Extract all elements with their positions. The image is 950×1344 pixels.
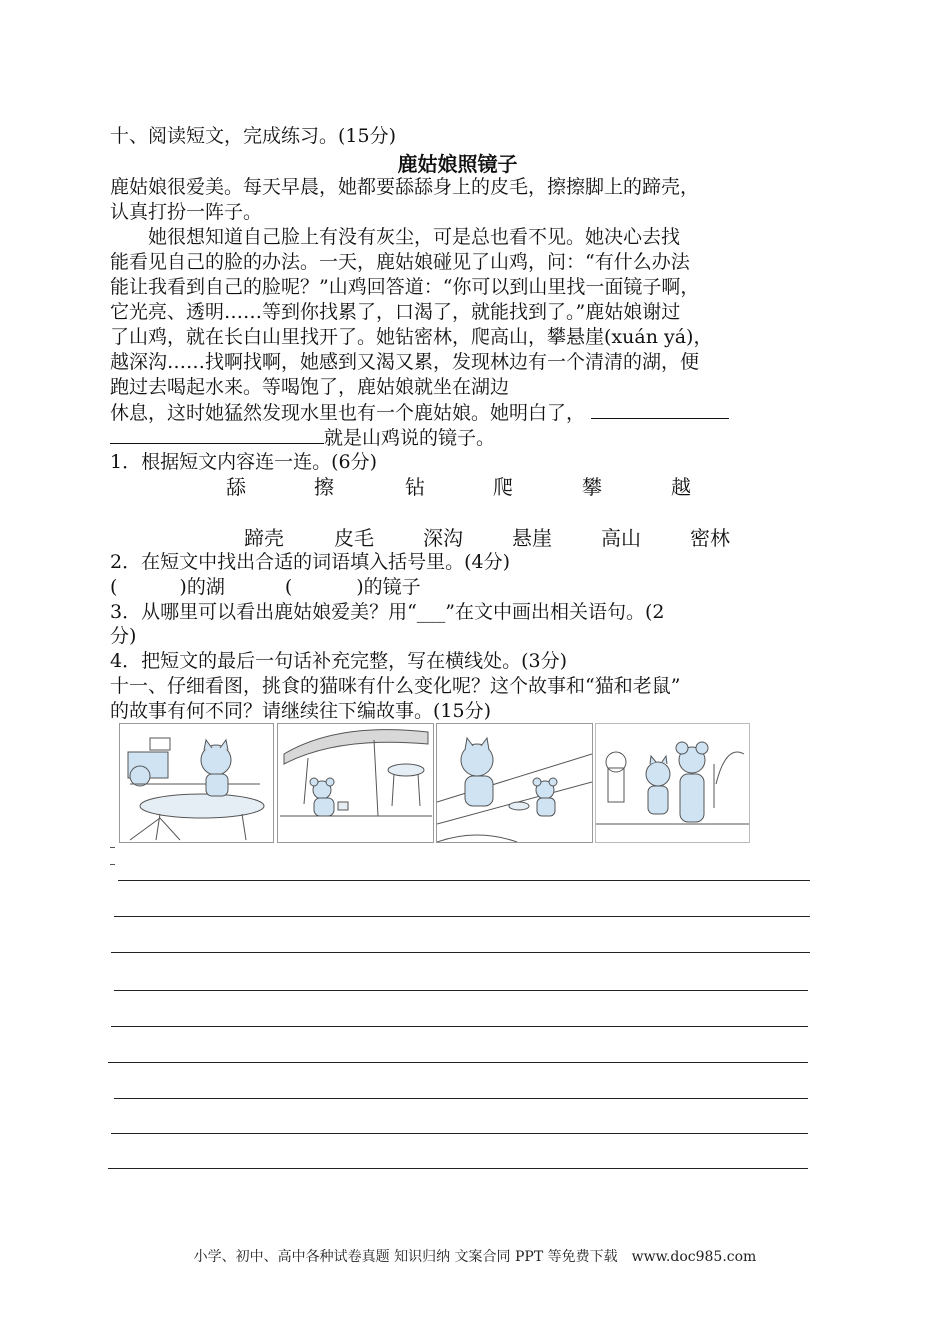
answer-blank-2[interactable]: [110, 425, 324, 444]
section11-line-1: 十一、仔细看图，挑食的猫咪有什么变化呢？这个故事和“猫和老鼠”: [110, 675, 681, 697]
story-line-10-text: 休息，这时她猛然发现水里也有一个鹿姑娘。她明白了，: [110, 402, 586, 424]
cat-at-table-illustration: [119, 723, 274, 843]
q2-prompt: 2．在短文中找出合适的词语填入括号里。(4分): [110, 551, 511, 573]
story-line-7: 了山鸡，就在长白山里找开了。她钻密林，爬高山，攀悬崖(xuán yá)，: [110, 326, 713, 348]
story-line-11-text: 就是山鸡说的镜子。: [324, 427, 496, 449]
writing-line-6[interactable]: [108, 1062, 808, 1063]
writing-line-7[interactable]: [114, 1098, 808, 1099]
story-line-8: 越深沟……找啊找啊，她感到又渴又累，发现林边有一个清清的湖，便: [110, 351, 700, 373]
noun-2[interactable]: 皮毛: [334, 526, 374, 550]
verb-3[interactable]: 钻: [405, 475, 425, 499]
cat-and-mouse-friends-drawing: [596, 724, 749, 842]
verb-1[interactable]: 舔: [226, 475, 246, 499]
q1-prompt: 1．根据短文内容连一连。(6分): [110, 451, 378, 473]
q2-paren-open-1: (: [110, 576, 118, 598]
q2-paren-close-2: )的镜子: [356, 576, 421, 598]
writing-line-3[interactable]: [111, 952, 810, 953]
writing-line-2[interactable]: [114, 916, 810, 917]
story-title: 鹿姑娘照镜子: [397, 152, 518, 176]
story-line-1: 鹿姑娘很爱美。每天早晨，她都要舔舔身上的皮毛，擦擦脚上的蹄壳，: [110, 176, 700, 198]
writing-line-4[interactable]: [114, 990, 808, 991]
noun-6[interactable]: 密林: [690, 526, 730, 550]
mouse-under-table-illustration: [277, 723, 434, 843]
writing-line-5[interactable]: [111, 1026, 808, 1027]
margin-tick-2: [110, 864, 115, 865]
writing-line-1[interactable]: [118, 880, 810, 881]
story-line-9: 跑过去喝起水来。等喝饱了，鹿姑娘就坐在湖边: [110, 376, 510, 398]
footer-note: 小学、初中、高中各种试卷真题 知识归纳 文案合同 PPT 等免费下载 www.doc985.com: [193, 1249, 757, 1265]
cat-and-mouse-drawing: [437, 724, 592, 842]
mouse-under-table-drawing: [278, 724, 433, 842]
story-line-11: [110, 425, 495, 450]
verb-6[interactable]: 越: [671, 475, 691, 499]
q2-blanks: [110, 575, 421, 599]
story-line-2: 认真打扮一阵子。: [110, 201, 263, 223]
q2-paren-close-1: )的湖: [179, 576, 225, 598]
cat-and-mouse-friends-illustration: [595, 723, 750, 843]
verb-4[interactable]: 爬: [493, 475, 513, 499]
section10-heading: 十、阅读短文，完成练习。(15分): [110, 125, 397, 147]
story-line-6: 它光亮、透明……等到你找累了，口渴了，就能找到了。”鹿姑娘谢过: [110, 301, 681, 323]
story-line-10: [110, 400, 729, 425]
cat-and-mouse-illustration: [436, 723, 593, 843]
story-line-3: 她很想知道自己脸上有没有灰尘，可是总也看不见。她决心去找: [110, 226, 681, 248]
verb-5[interactable]: 攀: [582, 475, 602, 499]
q2-paren-open-2: (: [284, 576, 293, 598]
story-line-5: 能让我看到自己的脸呢？”山鸡回答道：“你可以到山里找一面镜子啊，: [110, 276, 700, 298]
story-line-4: 能看见自己的脸的办法。一天，鹿姑娘碰见了山鸡，问：“有什么办法: [110, 251, 690, 273]
noun-1[interactable]: 蹄壳: [244, 526, 284, 550]
noun-4[interactable]: 悬崖: [512, 526, 552, 550]
section11-line-2: 的故事有何不同？请继续往下编故事。(15分): [110, 700, 492, 722]
noun-3[interactable]: 深沟: [423, 526, 463, 550]
margin-tick-1: [110, 847, 115, 848]
cat-at-table-drawing: [120, 724, 273, 842]
q3-prompt-line-1: 3．从哪里可以看出鹿姑娘爱美？用“___”在文中画出相关语句。(2: [110, 601, 665, 623]
answer-blank-1[interactable]: [591, 400, 729, 419]
noun-5[interactable]: 高山: [601, 526, 641, 550]
verb-2[interactable]: 擦: [314, 475, 334, 499]
q4-prompt: 4．把短文的最后一句话补充完整，写在横线处。(3分): [110, 650, 568, 672]
writing-line-8[interactable]: [111, 1133, 808, 1134]
writing-line-9[interactable]: [108, 1168, 808, 1169]
q3-prompt-line-2: 分): [110, 625, 137, 647]
